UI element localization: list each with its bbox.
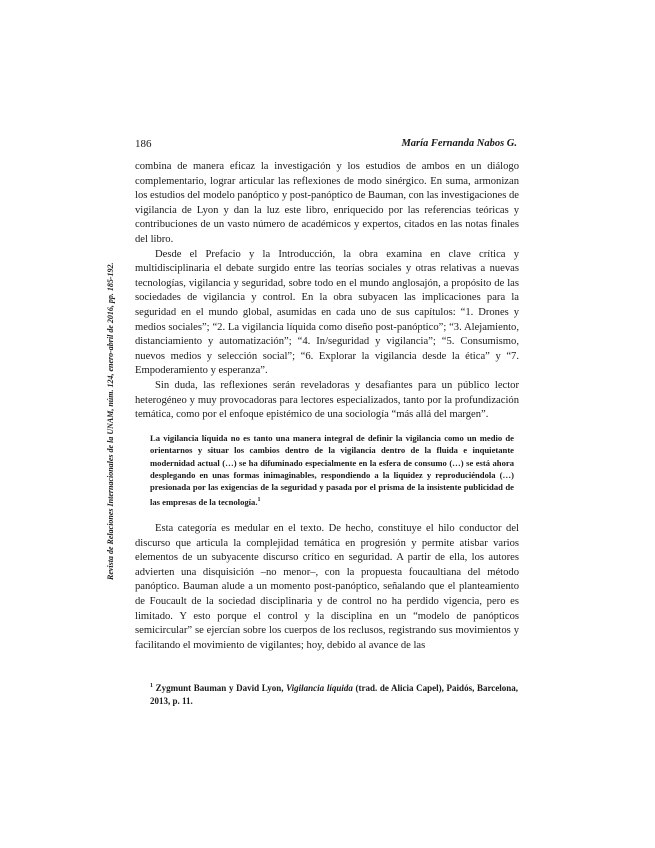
footnote (150, 680, 518, 708)
block-quote-text: La vigilancia líquida no es tanto una manera integral de definir la vigilancia como un medio de orientarnos y situar los cambios dentro de la vigilancia dentro de la fluida e inquietante modernidad actual (…) se ha difuminado especialmente en la esfera de consumo (…) se está ahora desplegando en unas formas inimaginables, respondiendo a la liquidez y reproduciéndola (…) presionada por las exigencias de la seguridad y pasada por el prisma de la insistente publicidad de las empresas de la tecnología. (150, 432, 514, 507)
main-text (135, 160, 519, 653)
footnote-reference[interactable]: 1 (257, 496, 261, 503)
paragraph: Esta categoría es medular en el texto. De hecho, constituye el hilo conductor del discurso que articula la complejidad temática en progresión y permite atisbar varios elementos de un subyacente discurso crítico en seguridad. A partir de ella, los autores advierten una disquisición –no menor–, con la propuesta foucaultiana del método panóptico. Bauman alude a un momento post-panóptico, señalando que el planteamiento de Foucault de la sociedad disciplinaria y de control no ha perdido vigencia, pero es limitado. Y esto porque el control y la disciplina en un “modelo de panópticos semicircular” se ejercían sobre los cuerpos de los reclusos, registrando sus movimientos y facilitando el movimiento de vigilantes; hoy, debido al avance de las (135, 522, 519, 651)
paragraph: Desde el Prefacio y la Introducción, la obra examina en clave crítica y multidisciplinaria el debate surgido entre las teorías sociales y otras relativas a nuevas tecnologías, vigilancia y seguridad, sobre todo en el mundo anglosajón, a propósito de las sociedades de vigilancia y control. En la obra subyacen las implicaciones para la seguridad en el mundo global, asumidas en cada uno de sus capítulos: “1. Drones y medios sociales”; “2. La vigilancia líquida como diseño post-panóptico”; “3. Alejamiento, distanciamiento y automatización”; “4. In/seguridad y vigilancia”; “5. Consumismo, nuevos medios y selección social”; “6. Explorar la vigilancia desde la ética” y “7. Empoderamiento y esperanza”. (135, 248, 519, 377)
journal-side-citation: Revista de Relaciones Internacionales de la UNAM, núm. 124, enero-abril de 2016, pp. 185-192. (106, 262, 115, 580)
footnote-mark: 1 (150, 683, 153, 689)
block-quote (150, 432, 514, 508)
paragraph: combina de manera eficaz la investigación y los estudios de ambos en un diálogo complementario, lograr articular las reflexiones de modo sinérgico. En suma, armonizan los estudios del modelo panóptico y post-panóptico de Bauman, con las investigaciones de vigilancia de Lyon y dan la luz este libro, enriquecido por las referencias teóricas y contribuciones de un vasto número de académicos y expertos, citados en las notas finales del libro. (135, 161, 519, 245)
page-number: 186 (135, 138, 152, 150)
footnote-authors: Zygmunt Bauman y David Lyon, (155, 683, 284, 693)
footnote-title: Vigilancia líquida (286, 683, 353, 693)
page-header (135, 138, 517, 152)
paragraph: Sin duda, las reflexiones serán reveladoras y desafiantes para un público lector heterogéneo y muy provocadoras para lectores especializados, tanto por la profundización temática, como por el enfoque epistémico de una sociología “más allá del margen”. (135, 379, 519, 421)
running-title: María Fernanda Nabos G. (401, 138, 517, 149)
footnote-details: (trad. de Alicia Capel), Paidós, Barcelona, 2013, p. 11. (150, 683, 519, 706)
